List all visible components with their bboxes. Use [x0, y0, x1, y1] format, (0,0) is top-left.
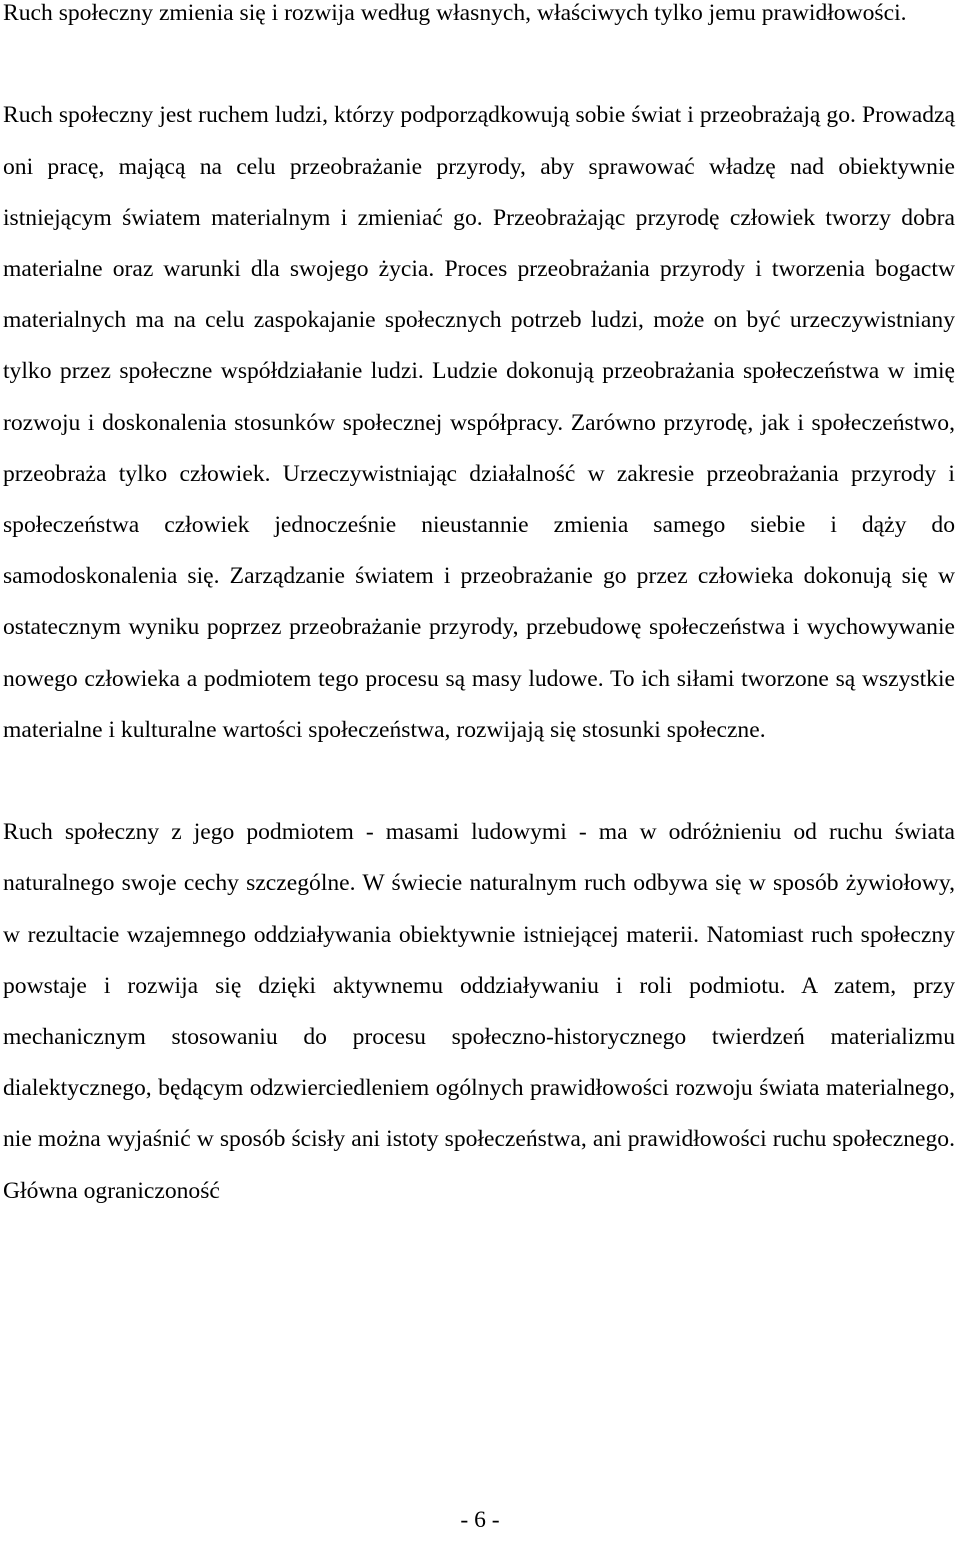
page-number: - 6 -: [460, 1507, 500, 1533]
paragraph: Ruch społeczny zmienia się i rozwija według własnych, właściwych tylko jemu prawidłowości.: [3, 0, 907, 26]
document-page: [3, 0, 955, 1217]
paragraph: Ruch społeczny jest ruchem ludzi, którzy podporządkowują sobie świat i przeobrażają go. Prowadzą oni pracę, mającą na celu przeobrażanie przyrody, aby sprawować władzę nad obiektywnie istniejącym światem materialnym i zmieniać go. Przeobrażając przyrodę człowiek tworzy dobra materialne oraz warunki dla swojego życia. Proces przeobrażania przyrody i tworzenia bogactw materialnych ma na celu zaspokajanie społecznych potrzeb ludzi, może on być urzeczywistniany tylko przez społeczne współdziałanie ludzi. Ludzie dokonują przeobrażania społeczeństwa w imię rozwoju i doskonalenia stosunków społecznej współpracy. Zarówno przyrodę, jak i społeczeństwo, przeobraża tylko człowiek. Urzeczywistniając działalność w zakresie przeobrażania przyrody i społeczeństwa człowiek jednocześnie nieustannie zmienia samego siebie i dąży do samodoskonalenia się. Zarządzanie światem i przeobrażanie go przez człowieka dokonują się w ostatecznym wyniku poprzez przeobrażanie przyrody, przebudowę społeczeństwa i wychowywanie nowego człowieka a podmiotem tego procesu są masy ludowe. To ich siłami tworzone są wszystkie materialne i kulturalne wartości społeczeństwa, rozwijają się stosunki społeczne.: [3, 102, 955, 743]
paragraph: Ruch społeczny z jego podmiotem - masami ludowymi - ma w odróżnieniu od ruchu świata naturalnego swoje cechy szczególne. W świecie naturalnym ruch odbywa się w sposób żywiołowy, w rezultacie wzajemnego oddziaływania obiektywnie istniejącej materii. Natomiast ruch społeczny powstaje i rozwija się dzięki aktywnemu oddziaływaniu i roli podmiotu. A zatem, przy mechanicznym stosowaniu do procesu społeczno-historycznego twierdzeń materializmu dialektycznego, będącym odzwierciedleniem ogólnych prawidłowości rozwoju świata materialnego, nie można wyjaśnić w sposób ścisły ani istoty społeczeństwa, ani prawidłowości ruchu społecznego. Główna ograniczoność: [3, 819, 955, 1204]
